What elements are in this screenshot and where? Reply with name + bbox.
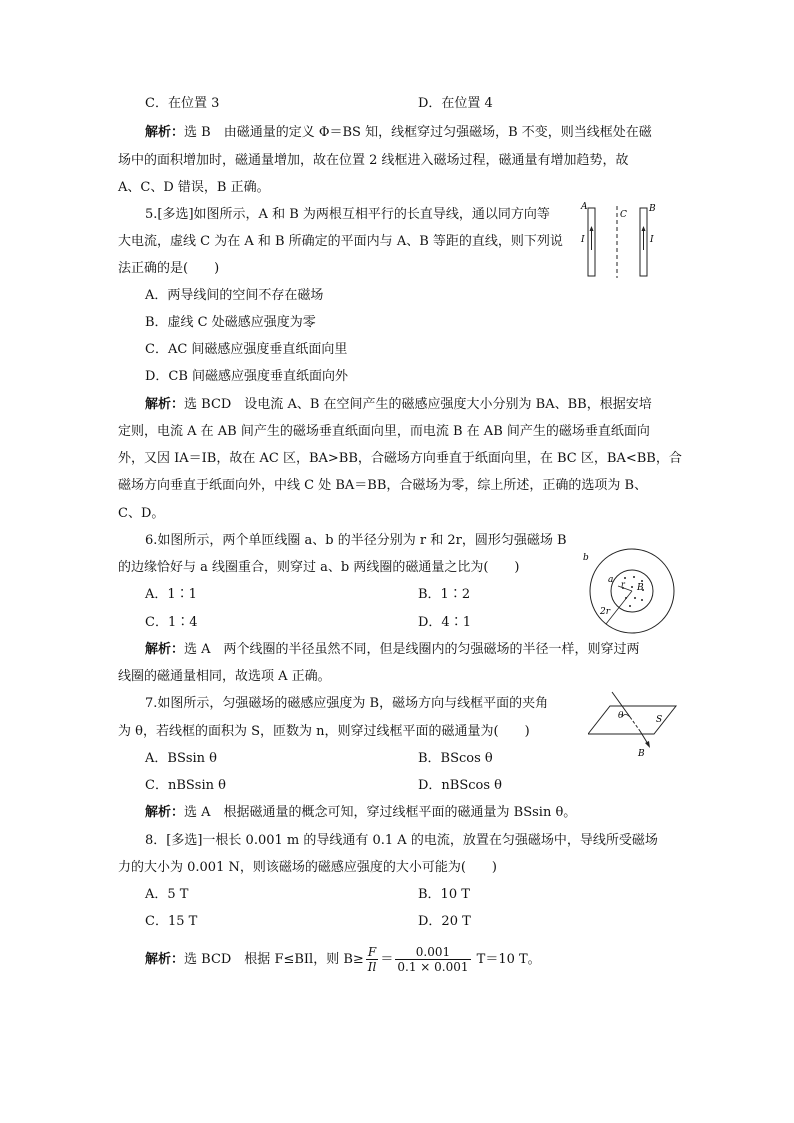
fig-label-a-coil: a bbox=[608, 575, 614, 585]
q5-stem-line2: 大电流，虚线 C 为在 A 和 B 所确定的平面内与 A、B 等距的直线，则下列说 bbox=[118, 234, 563, 249]
q8-stem-line2: 力的大小为 0.001 N，则该磁场的磁感应强度的大小可能为( ) bbox=[118, 860, 497, 875]
q8-option-a: A．5 T bbox=[145, 887, 189, 902]
answer-label: 解析： bbox=[145, 952, 185, 967]
q8-option-b: B．10 T bbox=[418, 887, 470, 902]
q7-option-a: A．BSsin θ bbox=[145, 751, 218, 766]
q5-option-d: D．CB 间磁感应强度垂直纸面向外 bbox=[145, 369, 349, 384]
fig-label-i-right: I bbox=[650, 235, 654, 245]
answer-label: 解析： bbox=[145, 125, 185, 140]
fig-label-s: S bbox=[656, 715, 663, 725]
q5-answer-line3: 外，又因 IA＝IB，故在 AC 区，BA>BB，合磁场方向垂直于纸面向里，在 BC 区，BA<BB，合 bbox=[118, 451, 682, 466]
q6-option-b: B．1∶2 bbox=[418, 587, 471, 602]
answer-label: 解析： bbox=[145, 642, 185, 657]
answer-label: 解析： bbox=[145, 397, 185, 412]
fig-label-b-field: B bbox=[638, 749, 645, 759]
fig-label-c: C bbox=[620, 210, 627, 220]
q5-answer-line2: 定则，电流 A 在 AB 间产生的磁场垂直纸面向里，而电流 B 在 AB 间产生的磁场垂直纸面向 bbox=[118, 424, 650, 439]
q5-option-c: C．AC 间磁感应强度垂直纸面向里 bbox=[145, 342, 348, 357]
fig-label-2r: 2r bbox=[600, 607, 611, 617]
q6-answer-line2: 线圈的磁通量相同，故选项 A 正确。 bbox=[118, 669, 331, 684]
q5-option-a: A．两导线间的空间不存在磁场 bbox=[145, 288, 324, 303]
q8-answer-result: T＝10 T。 bbox=[476, 952, 541, 967]
fig-label-theta: θ bbox=[618, 711, 624, 721]
q6-stem-line1: 6.如图所示，两个单匝线圈 a、b 的半径分别为 r 和 2r，圆形匀强磁场 B bbox=[145, 533, 567, 548]
q5-answer-line1: 解析：选 BCD 设电流 A、B 在空间产生的磁感应强度大小分别为 BA、BB，根据安培 bbox=[145, 397, 652, 412]
q8-answer-text: 选 BCD 根据 F≤BIl，则 B≥ bbox=[184, 952, 364, 967]
q7-figure-frame-field bbox=[588, 690, 688, 762]
q6-option-d: D．4∶1 bbox=[418, 615, 471, 630]
q6-figure-concentric-coils bbox=[578, 540, 678, 640]
q4-option-c: C．在位置 3 bbox=[145, 96, 220, 111]
q6-answer-line1: 解析：选 A 两个线圈的半径虽然不同，但是线圈内的匀强磁场的半径一样，则穿过两 bbox=[145, 642, 640, 657]
q4-answer-line2: 场中的面积增加时，磁通量增加，故在位置 2 线框进入磁场过程，磁通量有增加趋势，故 bbox=[118, 153, 629, 168]
q6-option-c: C．1∶4 bbox=[145, 615, 198, 630]
fraction-f-over-il: $\frac{F}{Il}$ bbox=[367, 945, 377, 974]
q4-answer-line1: 解析：选 B 由磁通量的定义 Φ＝BS 知，线框穿过匀强磁场，B 不变，则当线框处在磁 bbox=[145, 125, 652, 140]
q6-stem-line2: 的边缘恰好与 a 线圈重合，则穿过 a、b 两线圈的磁通量之比为( ) bbox=[118, 560, 520, 575]
q5-option-b: B．虚线 C 处磁感应强度为零 bbox=[145, 315, 316, 330]
q6-option-a: A．1∶1 bbox=[145, 587, 197, 602]
q4-answer-line3: A、C、D 错误，B 正确。 bbox=[118, 180, 270, 195]
fig-label-b-coil: b bbox=[583, 553, 589, 563]
q8-answer-line1: 解析：选 BCD 根据 F≤BIl，则 B≥ $\frac{F}{Il}$ ＝ $\frac{0.001}{0.1 \times 0.001}$ T＝10 T。 bbox=[145, 945, 541, 974]
q7-stem-line2: 为 θ，若线框的面积为 S，匝数为 n，则穿过线框平面的磁通量为( ) bbox=[118, 724, 530, 739]
q5-figure-parallel-wires bbox=[580, 200, 665, 282]
q5-answer-line4: 磁场方向垂直于纸面向外，中线 C 处 BA＝BB，合磁场为零，综上所述，正确的选项为 B、 bbox=[118, 478, 648, 493]
fig-label-a: A bbox=[581, 202, 588, 212]
q7-answer-line1: 解析：选 A 根据磁通量的概念可知，穿过线框平面的磁通量为 BSsin θ。 bbox=[145, 805, 577, 820]
q7-option-d: D．nBScos θ bbox=[418, 778, 502, 793]
q7-stem-line1: 7.如图所示，匀强磁场的磁感应强度为 B，磁场方向与线框平面的夹角 bbox=[145, 696, 549, 711]
q4-option-d: D．在位置 4 bbox=[418, 96, 493, 111]
answer-label: 解析： bbox=[145, 805, 185, 820]
q8-stem-line1: 8．[多选]一根长 0.001 m 的导线通有 0.1 A 的电流，放置在匀强磁场中，导线所受磁场 bbox=[145, 833, 658, 848]
fraction-values: $\frac{0.001}{0.1 \times 0.001}$ bbox=[397, 945, 469, 974]
q5-answer-line5: C、D。 bbox=[118, 506, 165, 521]
q5-stem-line3: 法正确的是( ) bbox=[118, 261, 220, 276]
fig-label-r: r bbox=[621, 580, 625, 589]
q8-option-d: D．20 T bbox=[418, 914, 471, 929]
q5-stem-line1: 5.[多选]如图所示，A 和 B 为两根互相平行的长直导线，通以同方向等 bbox=[145, 207, 550, 222]
fig-label-field-b: B bbox=[637, 583, 644, 593]
fig-label-i-left: I bbox=[581, 235, 585, 245]
q7-option-b: B．BScos θ bbox=[418, 751, 493, 766]
fig-label-b: B bbox=[649, 204, 656, 214]
q7-option-c: C．nBSsin θ bbox=[145, 778, 226, 793]
q8-option-c: C．15 T bbox=[145, 914, 198, 929]
